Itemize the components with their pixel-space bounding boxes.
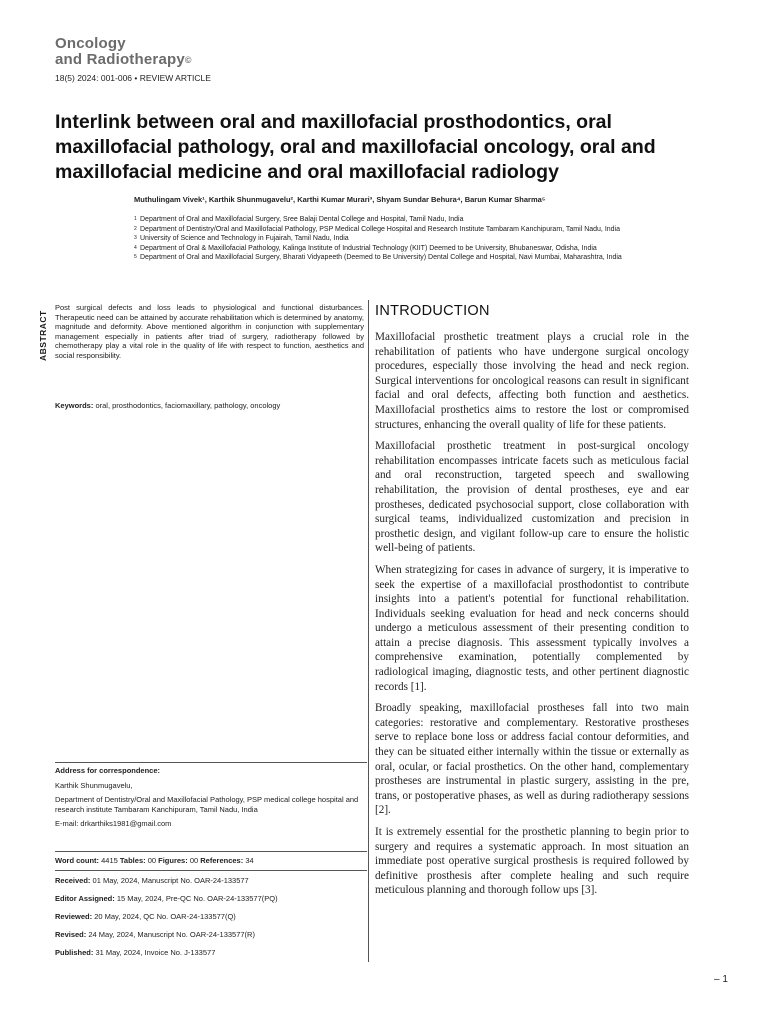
issue-info: 18(5) 2024: 001-006 • REVIEW ARTICLE [55, 73, 211, 83]
article-title: Interlink between oral and maxillofacial prosthodontics, oral maxillofacial pathology, oral and maxillofacial oncology, oral and maxillofacial medicine and oral maxillofacial radiology [55, 111, 656, 183]
date-value: 15 May, 2024, Pre-QC No. OAR-24-133577(PQ) [116, 894, 278, 903]
affiliation-number: 4 [134, 244, 137, 251]
affiliation-text: Department of Oral & Maxillofacial Pathology, Kalinga Institute of Industrial Technology (KIIT) Deemed to be University, Bhubaneswar, Odisha, India [140, 244, 597, 252]
date-row [55, 948, 367, 966]
affiliation-list [134, 215, 694, 263]
date-row [55, 912, 367, 930]
affiliation-item [134, 215, 694, 225]
correspondence-email[interactable]: E-mail: drkarthiks1981@gmail.com [55, 819, 172, 828]
word-count-value: 4415 [101, 856, 118, 865]
journal-name [55, 36, 192, 68]
journal-name-line1: Oncology [55, 35, 126, 52]
figures-value: 00 [189, 856, 199, 865]
keywords [55, 401, 364, 410]
date-row [55, 930, 367, 948]
divider [55, 851, 367, 852]
references-label: References: [200, 856, 244, 865]
figures-label: Figures: [158, 856, 188, 865]
date-value: 01 May, 2024, Manuscript No. OAR-24-133577 [92, 876, 249, 885]
correspondence-block [55, 766, 367, 834]
correspondence-name: Karthik Shunmugavelu, [55, 780, 133, 790]
keywords-label: Keywords: [55, 401, 94, 410]
date-label: Published: [55, 948, 94, 957]
section-heading-introduction: INTRODUCTION [375, 303, 490, 319]
date-row [55, 894, 367, 912]
journal-name-line2: and Radiotherapy [55, 51, 185, 68]
date-label: Received: [55, 876, 91, 885]
author-list: Muthulingam Vivek¹, Karthik Shunmugavelu², Karthi Kumar Murari³, Shyam Sundar Behura⁴, Barun Kumar Sharma⁵ [134, 195, 546, 204]
abstract-label: ABSTRACT [38, 310, 48, 361]
paragraph: It is extremely essential for the prosthetic planning to begin prior to surgery and requires a systematic approach. In most situation an immediate post operative surgical prosthesis is required followed by definitive prosthesis after complete healing and such require meticulous planning and thorough follow ups [3]. [375, 826, 689, 897]
correspondence-heading: Address for correspondence: [55, 766, 161, 775]
affiliation-item [134, 253, 694, 263]
affiliation-item [134, 225, 694, 235]
divider [55, 870, 367, 871]
references-value: 34 [245, 856, 254, 865]
word-count-label: Word count: [55, 856, 100, 865]
article-dates [55, 876, 367, 966]
divider [55, 762, 367, 763]
keywords-value: oral, prosthodontics, faciomaxillary, pathology, oncology [95, 401, 281, 410]
affiliation-text: Department of Oral and Maxillofacial Surgery, Bharati Vidyapeeth (Deemed to Be University) Dental College and Hospital, Navi Mumbai, Maharashtra, India [140, 254, 622, 261]
column-divider [368, 300, 369, 962]
abstract-side-label [38, 303, 50, 363]
date-row [55, 876, 367, 894]
affiliation-text: University of Science and Technology in Fujairah, Tamil Nadu, India [140, 235, 349, 242]
affiliation-text: Department of Oral and Maxillofacial Surgery, Sree Balaji Dental College and Hospital, Tamil Nadu, India [140, 216, 464, 223]
date-label: Editor Assigned: [55, 894, 115, 903]
paragraph: Maxillofacial prosthetic treatment in post-surgical oncology rehabilitation encompasses intricate facets such as meticulous facial and oral reconstruction, targeted speech and swallowing rehabilitation, the provision of dental prostheses, eye and ear prostheses, dedicated psychosocial support, close collaboration with surgical teams, individualized customization and precision in prosthetic design, and vigilant follow-up care to ensure the holistic well-being of patients. [375, 440, 689, 555]
date-value: 24 May, 2024, Manuscript No. OAR-24-133577(R) [88, 930, 255, 939]
word-count-line [55, 856, 367, 865]
affiliation-item [134, 244, 694, 254]
body-text [375, 330, 689, 905]
paragraph: Maxillofacial prosthetic treatment plays a crucial role in the rehabilitation of patients who have undergone surgical oncology procedures, especially those involving the head and neck region. Surgical interventions for oncological reasons can result in significant facial and oral defects, affecting both function and aesthetics. Maxillofacial prosthetics aims to restore the lost or compromised structures, enhancing the overall quality of life for these patients. [375, 331, 689, 431]
tables-value: 00 [147, 856, 157, 865]
correspondence-address: Department of Dentistry/Oral and Maxillofacial Pathology, PSP medical college hospital and research institute Tambaram Kanchipuram, Tamil Nadu, India [55, 795, 359, 814]
paragraph: Broadly speaking, maxillofacial prostheses fall into two main categories: restorative and complementary. Restorative prostheses serve to replace bone loss or address facial contour deformities, and they can be situated either internally within the tissue or externally as oral, ocular, or facial prosthetics. On the other hand, complementary prostheses are instrumental in plastic surgery, assisting in the pre, trans, or postoperative phases, as well as during radiotherapy sessions [2]. [375, 702, 689, 817]
affiliation-number: 5 [134, 254, 137, 260]
date-label: Revised: [55, 930, 87, 939]
affiliation-number: 2 [134, 225, 137, 232]
affiliation-number: 3 [134, 235, 137, 241]
date-label: Reviewed: [55, 912, 93, 921]
affiliation-text: Department of Dentistry/Oral and Maxillofacial Pathology, PSP Medical College Hospital and Research Institute Tambaram Kanchipuram, Tamil Nadu, India [140, 225, 620, 233]
date-value: 31 May, 2024, Invoice No. J-133577 [95, 948, 216, 957]
page-number: – 1 [714, 974, 728, 985]
copyright-mark: © [184, 55, 192, 65]
affiliation-number: 1 [134, 216, 137, 222]
abstract-text: Post surgical defects and loss leads to physiological and functional disturbances. Therapeutic need can be attained by accurate rehabilitation which is determined by anatomy, magnitude and deformity. Above mentioned algorithm in conjunction with supplementary management especially in patients after triad of surgery, radiotherapy followed by chemotherapy play a vital role in the quality of life with respect to function, aesthetics and social responsibility. [55, 303, 364, 360]
affiliation-item [134, 234, 694, 244]
tables-label: Tables: [119, 856, 146, 865]
date-value: 20 May, 2024, QC No. OAR-24-133577(Q) [94, 912, 236, 921]
paragraph: When strategizing for cases in advance of surgery, it is imperative to seek the expertise of a maxillofacial prosthodontist to contribute insights into a patient's potential for functional rehabilitation. Individuals seeking evaluation for head and neck concerns should undergo a meticulous assessment of their presenting condition to attain a precise diagnosis. This assessment typically involves a comprehensive examination, potentially complemented by radiological imaging, diagnostic tests, and other pertinent diagnostic records [1]. [375, 563, 689, 693]
